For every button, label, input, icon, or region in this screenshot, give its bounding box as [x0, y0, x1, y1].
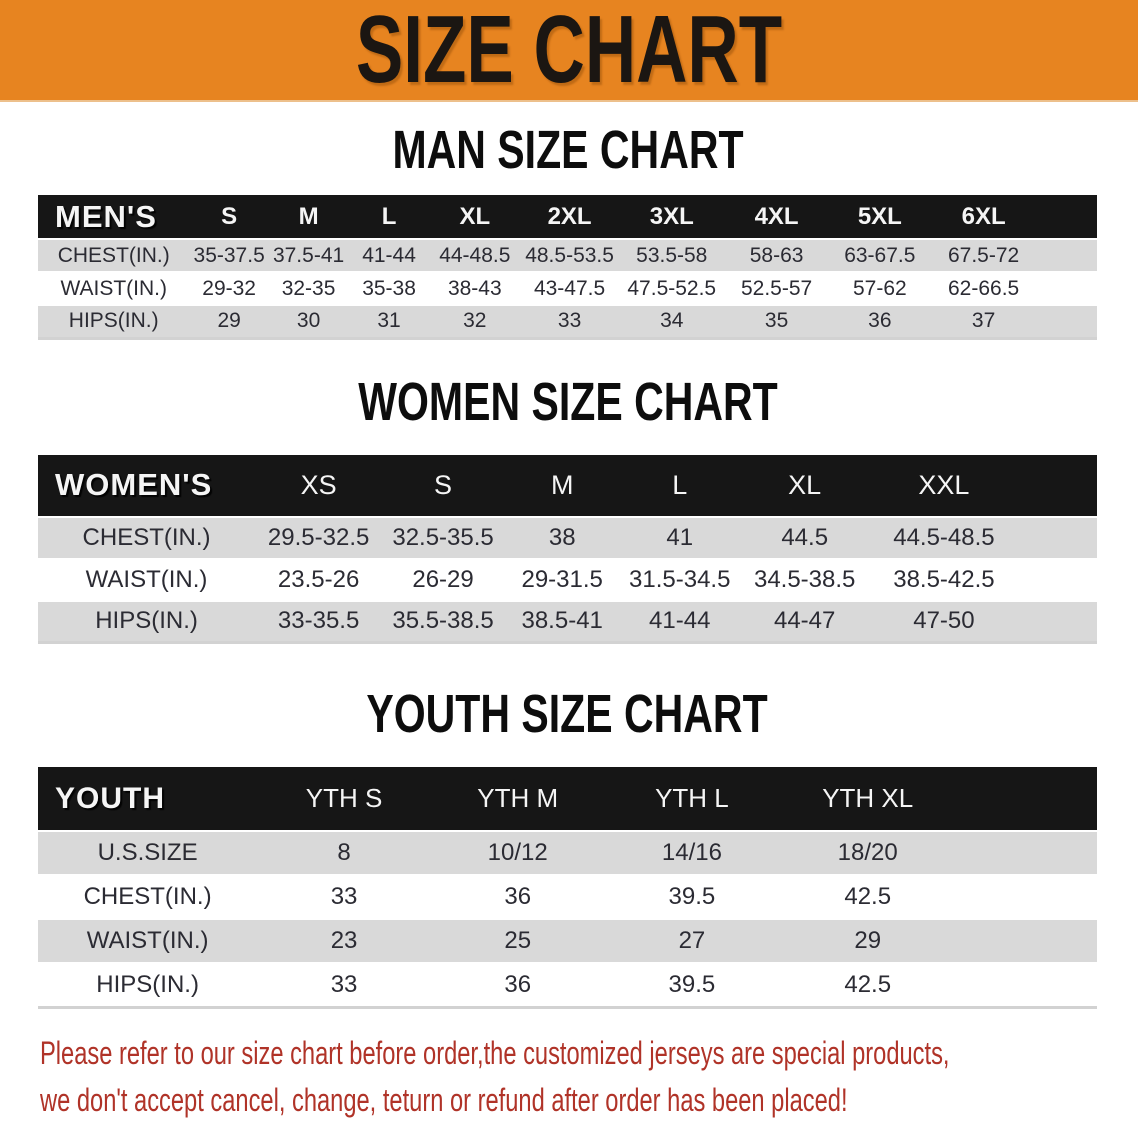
size-column-header: YTH XL — [779, 767, 956, 831]
size-column-header: 3XL — [619, 195, 724, 239]
section-title-text: WOMEN SIZE CHART — [357, 371, 778, 432]
size-value: 25 — [431, 919, 605, 963]
row-label: U.S.SIZE — [38, 831, 257, 875]
size-value: 38.5-41 — [504, 601, 620, 643]
size-row — [38, 875, 1097, 919]
row-spacer-cell — [1037, 272, 1097, 305]
size-column-header: S — [382, 455, 504, 517]
size-value: 47-50 — [870, 601, 1017, 643]
section-youth-size-chart — [0, 684, 1138, 1009]
header-spacer-cell — [1037, 195, 1097, 239]
row-label: CHEST(IN.) — [38, 875, 257, 919]
size-row — [38, 239, 1097, 272]
size-value: 48.5-53.5 — [520, 239, 620, 272]
size-value: 36 — [431, 963, 605, 1007]
size-value: 43-47.5 — [520, 272, 620, 305]
footer-note — [0, 1034, 1138, 1119]
section-title — [38, 684, 1097, 744]
table-header-row — [38, 455, 1097, 517]
row-label: CHEST(IN.) — [38, 239, 189, 272]
size-value: 42.5 — [779, 963, 956, 1007]
section-title-text: MAN SIZE CHART — [391, 120, 744, 180]
size-column-header: YTH M — [431, 767, 605, 831]
size-value: 32-35 — [269, 272, 348, 305]
table-header-label: WOMEN'S — [38, 455, 255, 517]
size-value: 47.5-52.5 — [619, 272, 724, 305]
youth-size-table — [38, 767, 1097, 1009]
footer-line — [40, 1081, 1138, 1119]
size-value: 35 — [724, 305, 829, 338]
size-value: 31.5-34.5 — [620, 559, 739, 601]
row-spacer-cell — [956, 875, 1097, 919]
section-title — [38, 371, 1097, 432]
size-value: 10/12 — [431, 831, 605, 875]
size-row — [38, 831, 1097, 875]
header-spacer-cell — [1018, 455, 1097, 517]
size-value: 34 — [619, 305, 724, 338]
size-column-header: 5XL — [829, 195, 931, 239]
size-row — [38, 272, 1097, 305]
banner-title: SIZE CHART — [355, 0, 783, 103]
size-value: 32 — [430, 305, 520, 338]
table-header-label: MEN'S — [38, 195, 189, 239]
size-value: 39.5 — [605, 875, 780, 919]
size-column-header: 2XL — [520, 195, 620, 239]
size-value: 8 — [257, 831, 431, 875]
size-column-header: YTH L — [605, 767, 780, 831]
size-value: 41-44 — [620, 601, 739, 643]
men-size-table — [38, 195, 1097, 340]
size-value: 41-44 — [348, 239, 430, 272]
size-row — [38, 963, 1097, 1007]
size-value: 37 — [931, 305, 1037, 338]
size-value: 33-35.5 — [255, 601, 382, 643]
size-value: 37.5-41 — [269, 239, 348, 272]
section-women-size-chart — [0, 371, 1138, 645]
women-size-table — [38, 455, 1097, 645]
footer-line-2: we don't accept cancel, change, teturn or refund after order has been placed! — [40, 1081, 848, 1118]
row-label: WAIST(IN.) — [38, 559, 255, 601]
size-column-header: 4XL — [724, 195, 829, 239]
size-value: 29-32 — [189, 272, 268, 305]
size-row — [38, 305, 1097, 338]
size-value: 58-63 — [724, 239, 829, 272]
size-value: 29 — [189, 305, 268, 338]
size-column-header: XL — [739, 455, 870, 517]
size-value: 38 — [504, 517, 620, 559]
section-title-text: YOUTH SIZE CHART — [366, 684, 769, 744]
row-spacer-cell — [1037, 305, 1097, 338]
row-label: WAIST(IN.) — [38, 272, 189, 305]
section-title — [38, 120, 1097, 180]
table-header-row — [38, 767, 1097, 831]
size-chart-sections — [0, 120, 1138, 1009]
size-value: 39.5 — [605, 963, 780, 1007]
header-spacer-cell — [956, 767, 1097, 831]
size-column-header: XS — [255, 455, 382, 517]
size-column-header: M — [504, 455, 620, 517]
size-value: 62-66.5 — [931, 272, 1037, 305]
size-column-header: 6XL — [931, 195, 1037, 239]
row-spacer-cell — [956, 919, 1097, 963]
size-value: 35-37.5 — [189, 239, 268, 272]
size-value: 67.5-72 — [931, 239, 1037, 272]
footer-line-1: Please refer to our size chart before order,the customized jerseys are special products, — [40, 1034, 950, 1071]
size-value: 29-31.5 — [504, 559, 620, 601]
size-value: 33 — [520, 305, 620, 338]
row-label: WAIST(IN.) — [38, 919, 257, 963]
table-header-row — [38, 195, 1097, 239]
size-column-header: XXL — [870, 455, 1017, 517]
size-column-header: L — [620, 455, 739, 517]
row-spacer-cell — [1018, 517, 1097, 559]
size-value: 35-38 — [348, 272, 430, 305]
row-label: CHEST(IN.) — [38, 517, 255, 559]
size-value: 44.5 — [739, 517, 870, 559]
size-value: 34.5-38.5 — [739, 559, 870, 601]
size-row — [38, 919, 1097, 963]
size-value: 29.5-32.5 — [255, 517, 382, 559]
size-value: 63-67.5 — [829, 239, 931, 272]
size-value: 14/16 — [605, 831, 780, 875]
size-value: 38.5-42.5 — [870, 559, 1017, 601]
size-column-header: M — [269, 195, 348, 239]
size-value: 53.5-58 — [619, 239, 724, 272]
size-value: 23 — [257, 919, 431, 963]
size-value: 26-29 — [382, 559, 504, 601]
footer-line — [40, 1034, 1138, 1072]
banner — [0, 0, 1138, 102]
row-spacer-cell — [1018, 559, 1097, 601]
size-value: 33 — [257, 963, 431, 1007]
size-value: 52.5-57 — [724, 272, 829, 305]
size-row — [38, 601, 1097, 643]
row-spacer-cell — [1037, 239, 1097, 272]
row-spacer-cell — [956, 831, 1097, 875]
size-value: 27 — [605, 919, 780, 963]
size-value: 29 — [779, 919, 956, 963]
size-column-header: XL — [430, 195, 520, 239]
size-value: 30 — [269, 305, 348, 338]
size-column-header: L — [348, 195, 430, 239]
row-label: HIPS(IN.) — [38, 305, 189, 338]
size-row — [38, 517, 1097, 559]
size-column-header: S — [189, 195, 268, 239]
size-value: 35.5-38.5 — [382, 601, 504, 643]
size-value: 36 — [431, 875, 605, 919]
size-value: 44-47 — [739, 601, 870, 643]
table-header-label: YOUTH — [38, 767, 257, 831]
row-spacer-cell — [1018, 601, 1097, 643]
size-value: 41 — [620, 517, 739, 559]
size-column-header: YTH S — [257, 767, 431, 831]
size-value: 31 — [348, 305, 430, 338]
size-value: 36 — [829, 305, 931, 338]
size-value: 33 — [257, 875, 431, 919]
section-men-size-chart — [0, 120, 1138, 340]
size-value: 32.5-35.5 — [382, 517, 504, 559]
row-label: HIPS(IN.) — [38, 963, 257, 1007]
size-value: 44-48.5 — [430, 239, 520, 272]
size-row — [38, 559, 1097, 601]
size-value: 42.5 — [779, 875, 956, 919]
size-value: 38-43 — [430, 272, 520, 305]
row-spacer-cell — [956, 963, 1097, 1007]
size-value: 18/20 — [779, 831, 956, 875]
size-value: 23.5-26 — [255, 559, 382, 601]
size-value: 57-62 — [829, 272, 931, 305]
row-label: HIPS(IN.) — [38, 601, 255, 643]
size-value: 44.5-48.5 — [870, 517, 1017, 559]
